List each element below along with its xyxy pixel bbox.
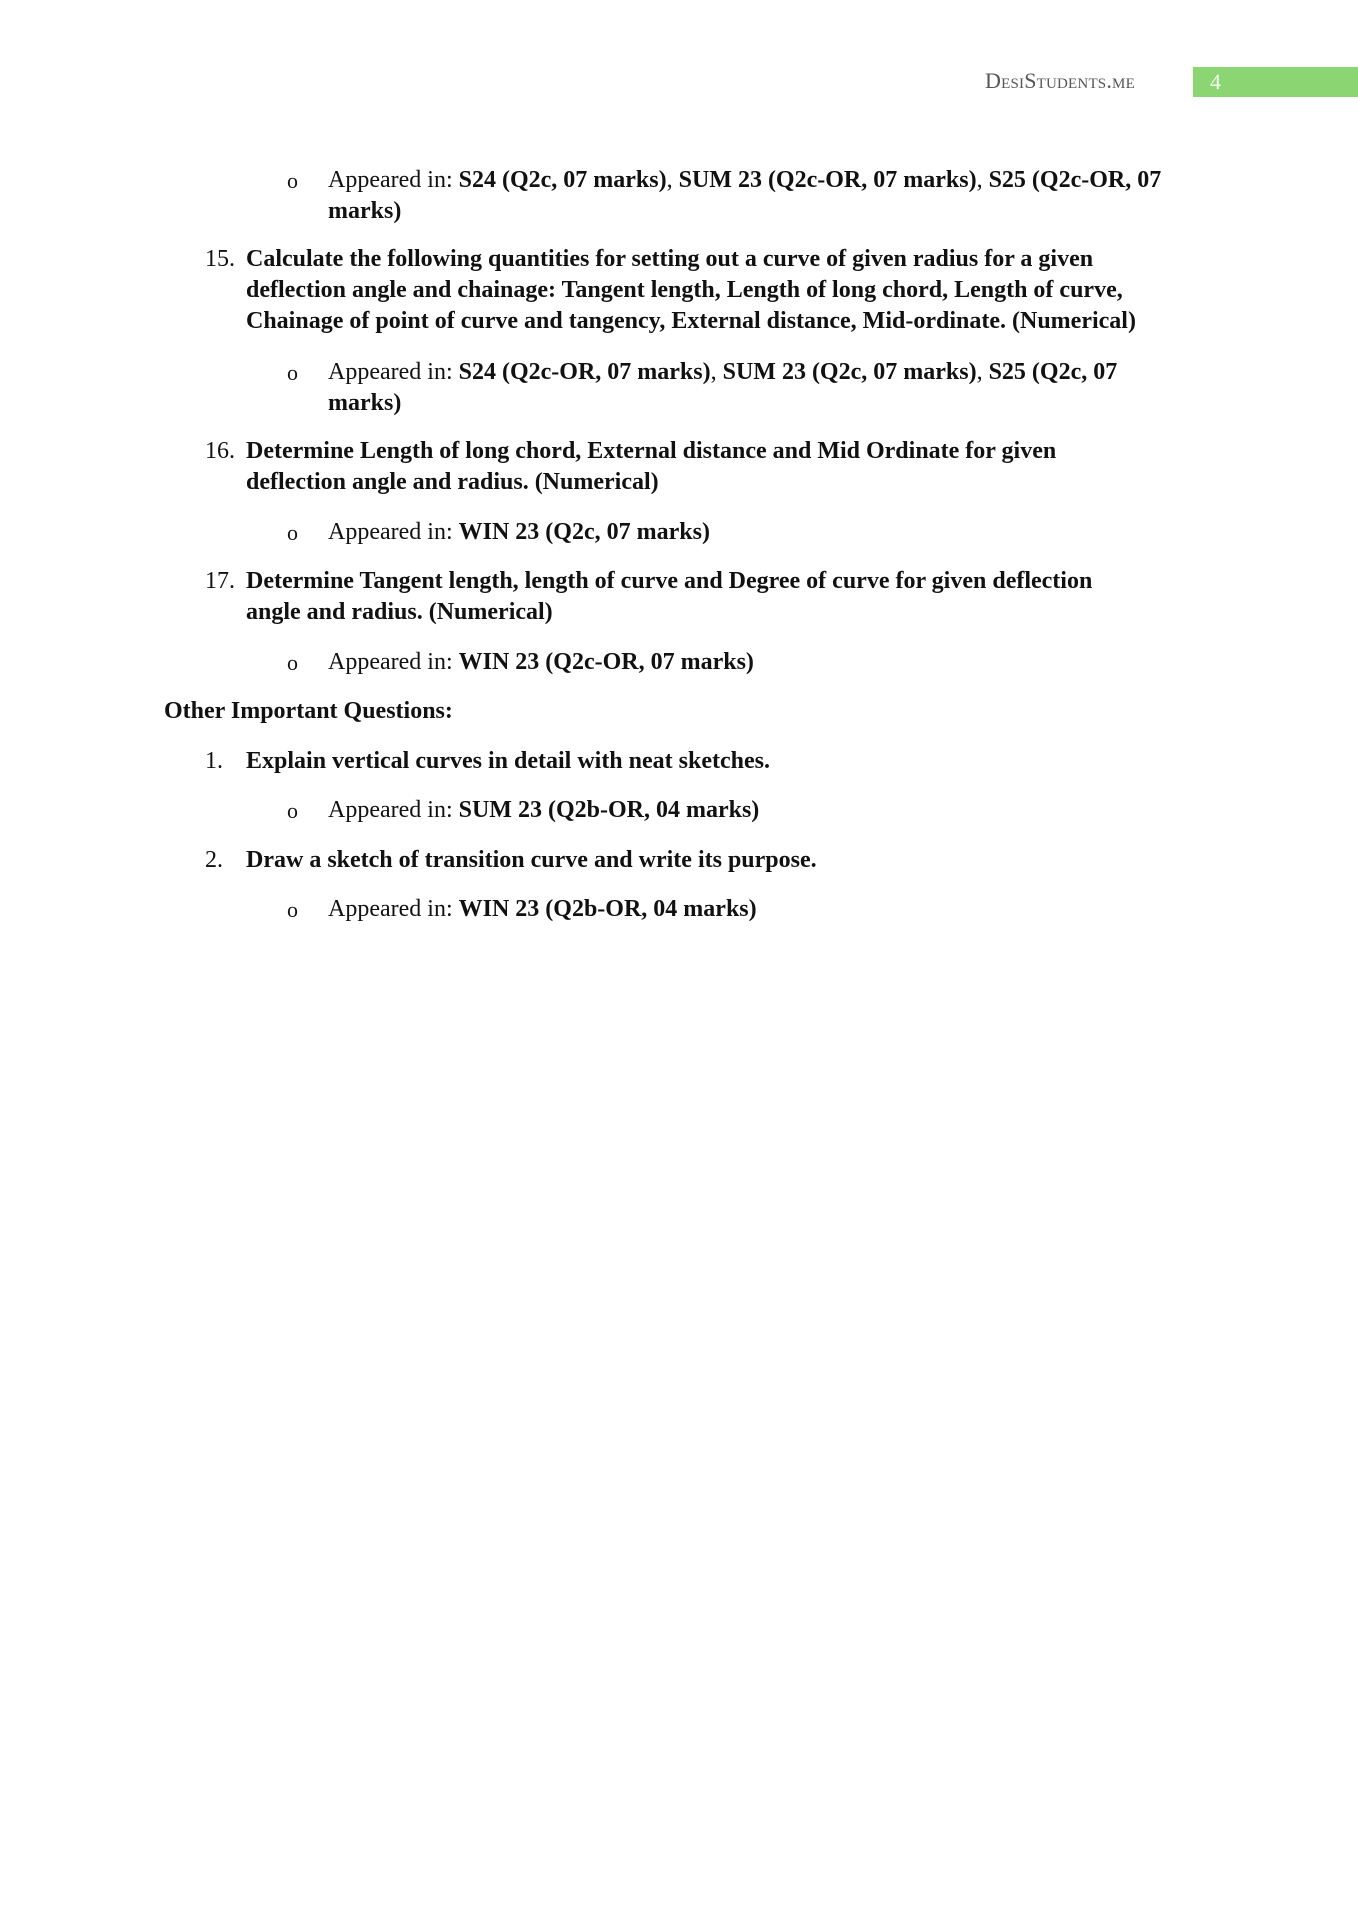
exam-reference: S25 (Q2c, 07 marks) <box>328 359 1118 416</box>
question-number: 16. <box>205 438 235 464</box>
page-number-badge <box>1193 67 1358 97</box>
question-text <box>246 746 1196 777</box>
exam-reference: SUM 23 (Q2c, 07 marks) <box>722 359 977 385</box>
question-number: 15. <box>205 246 235 272</box>
exam-reference: WIN 23 (Q2c, 07 marks) <box>458 519 710 545</box>
appeared-in-line <box>328 517 1188 548</box>
page-number: 4 <box>1210 69 1221 94</box>
appeared-in-line <box>328 894 1188 925</box>
exam-reference: WIN 23 (Q2c-OR, 07 marks) <box>458 649 754 675</box>
bullet-icon: o <box>287 650 298 675</box>
appeared-label: Appeared in: <box>328 519 453 545</box>
section-heading: Other Important Questions: <box>164 698 453 724</box>
question-line: Chainage of point of curve and tangency, External distance, Mid-ordinate. (Numerical) <box>246 308 1136 334</box>
question-line: Determine Length of long chord, External distance and Mid Ordinate for given <box>246 438 1057 464</box>
question-line: deflection angle and chainage: Tangent length, Length of long chord, Length of curve, <box>246 277 1123 303</box>
appeared-label: Appeared in: <box>328 167 453 193</box>
exam-reference: S24 (Q2c, 07 marks) <box>458 167 667 193</box>
question-line: Determine Tangent length, length of curve and Degree of curve for given deflection <box>246 568 1093 594</box>
exam-reference: S25 (Q2c-OR, 07 marks) <box>328 167 1162 224</box>
appeared-label: Appeared in: <box>328 359 453 385</box>
exam-reference: WIN 23 (Q2b-OR, 04 marks) <box>458 896 757 922</box>
question-text <box>246 566 1196 628</box>
bullet-icon: o <box>287 520 298 545</box>
appeared-label: Appeared in: <box>328 797 453 823</box>
appeared-in-line: Appeared in: S24 (Q2c-OR, 07 marks), SUM 23 (Q2c, 07 marks), S25 (Q2c, 07 marks) <box>328 359 1118 416</box>
appeared-in-line <box>328 795 1188 826</box>
exam-reference: SUM 23 (Q2b-OR, 04 marks) <box>458 797 760 823</box>
question-line: Explain vertical curves in detail with neat sketches. <box>246 748 770 774</box>
question-line: deflection angle and radius. (Numerical) <box>246 469 659 495</box>
question-text <box>246 436 1196 498</box>
question-line: Draw a sketch of transition curve and write its purpose. <box>246 847 817 873</box>
question-line: angle and radius. (Numerical) <box>246 599 553 625</box>
appeared-in-line: Appeared in: S24 (Q2c, 07 marks), SUM 23 (Q2c-OR, 07 marks), S25 (Q2c-OR, 07 marks) <box>328 167 1162 224</box>
bullet-icon: o <box>287 798 298 823</box>
bullet-icon: o <box>287 360 298 385</box>
question-text <box>246 845 1196 876</box>
question-line: Calculate the following quantities for setting out a curve of given radius for a given <box>246 246 1094 272</box>
appeared-label: Appeared in: <box>328 896 453 922</box>
question-number: 1. <box>205 748 223 774</box>
question-number: 2. <box>205 847 223 873</box>
question-number: 17. <box>205 568 235 594</box>
exam-reference: SUM 23 (Q2c-OR, 07 marks) <box>678 167 977 193</box>
appeared-in-line <box>328 647 1188 678</box>
exam-reference: S24 (Q2c-OR, 07 marks) <box>458 359 711 385</box>
bullet-icon: o <box>287 168 298 193</box>
question-text <box>246 244 1196 337</box>
appeared-label: Appeared in: <box>328 649 453 675</box>
site-header: DesiStudents.me <box>985 68 1135 93</box>
bullet-icon: o <box>287 897 298 922</box>
